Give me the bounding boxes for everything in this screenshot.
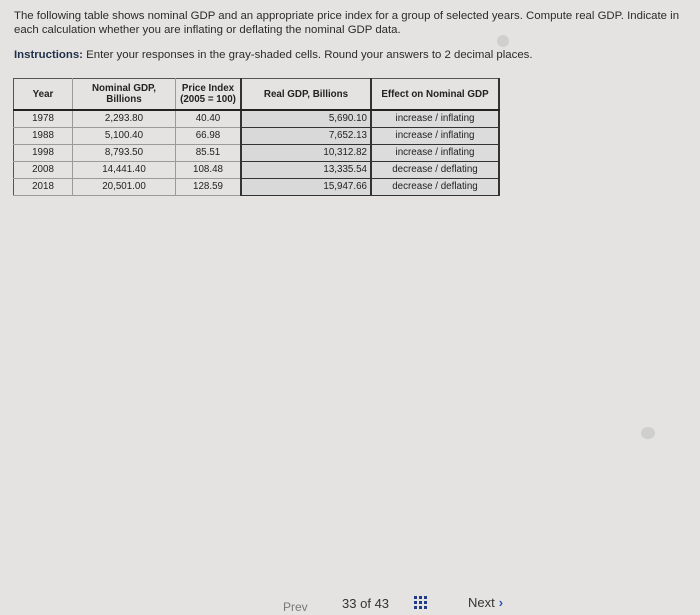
next-button[interactable] [468, 595, 503, 610]
header-effect: Effect on Nominal GDP [371, 79, 499, 111]
gdp-table-container [13, 78, 500, 196]
real-gdp-input[interactable]: 10,312.82 [241, 145, 371, 162]
table-row [14, 110, 500, 128]
cell-nominal-gdp: 5,100.40 [73, 128, 176, 145]
header-nominal-line1: Nominal GDP, [91, 83, 157, 94]
cell-year: 1988 [14, 128, 73, 145]
gdp-table [13, 78, 500, 196]
header-real-gdp: Real GDP, Billions [241, 79, 371, 111]
instructions [14, 49, 533, 61]
next-label: Next [468, 595, 495, 610]
screen-smudge [497, 35, 509, 47]
effect-select[interactable]: increase / inflating [371, 110, 499, 128]
table-header-row [14, 79, 500, 111]
cell-price-index: 108.48 [176, 162, 242, 179]
page-total: 43 [374, 596, 390, 611]
real-gdp-input[interactable]: 15,947.66 [241, 179, 371, 196]
cell-year: 1978 [14, 110, 73, 128]
header-year: Year [14, 79, 73, 111]
prev-button[interactable]: Prev [283, 600, 308, 614]
effect-select[interactable]: increase / inflating [371, 145, 499, 162]
header-price-index [176, 79, 242, 111]
effect-select[interactable]: decrease / deflating [371, 162, 499, 179]
cell-price-index: 85.51 [176, 145, 242, 162]
table-row [14, 128, 500, 145]
instructions-label: Instructions: [14, 49, 83, 61]
screen-smudge [641, 427, 655, 439]
table-row [14, 179, 500, 196]
page-indicator [342, 596, 389, 611]
real-gdp-input[interactable]: 5,690.10 [241, 110, 371, 128]
cell-nominal-gdp: 2,293.80 [73, 110, 176, 128]
real-gdp-input[interactable]: 7,652.13 [241, 128, 371, 145]
effect-select[interactable]: decrease / deflating [371, 179, 499, 196]
instructions-text: Enter your responses in the gray-shaded cells. Round your answers to 2 decimal places. [86, 49, 533, 61]
page-current: 33 [342, 596, 357, 611]
cell-price-index: 128.59 [176, 179, 242, 196]
table-row [14, 145, 500, 162]
grid-icon[interactable] [414, 596, 428, 610]
effect-select[interactable]: increase / inflating [371, 128, 499, 145]
cell-year: 2008 [14, 162, 73, 179]
cell-nominal-gdp: 14,441.40 [73, 162, 176, 179]
chevron-right-icon: › [498, 595, 504, 610]
cell-price-index: 66.98 [176, 128, 242, 145]
cell-year: 1998 [14, 145, 73, 162]
page-of: of [360, 596, 371, 611]
pagination-bar [0, 592, 700, 615]
cell-nominal-gdp: 20,501.00 [73, 179, 176, 196]
header-price-line2: (2005 = 100) [180, 94, 236, 105]
real-gdp-input[interactable]: 13,335.54 [241, 162, 371, 179]
table-row [14, 162, 500, 179]
header-nominal-line2: Billions [106, 94, 142, 105]
cell-price-index: 40.40 [176, 110, 242, 128]
cell-nominal-gdp: 8,793.50 [73, 145, 176, 162]
header-nominal-gdp [73, 79, 176, 111]
header-price-line1: Price Index [181, 83, 235, 94]
cell-year: 2018 [14, 179, 73, 196]
question-text: The following table shows nominal GDP and an appropriate price index for a group of selected years. Compute real GDP. Indicate in each calculation whether you are inflating or deflating the nominal GDP data. [14, 10, 680, 36]
